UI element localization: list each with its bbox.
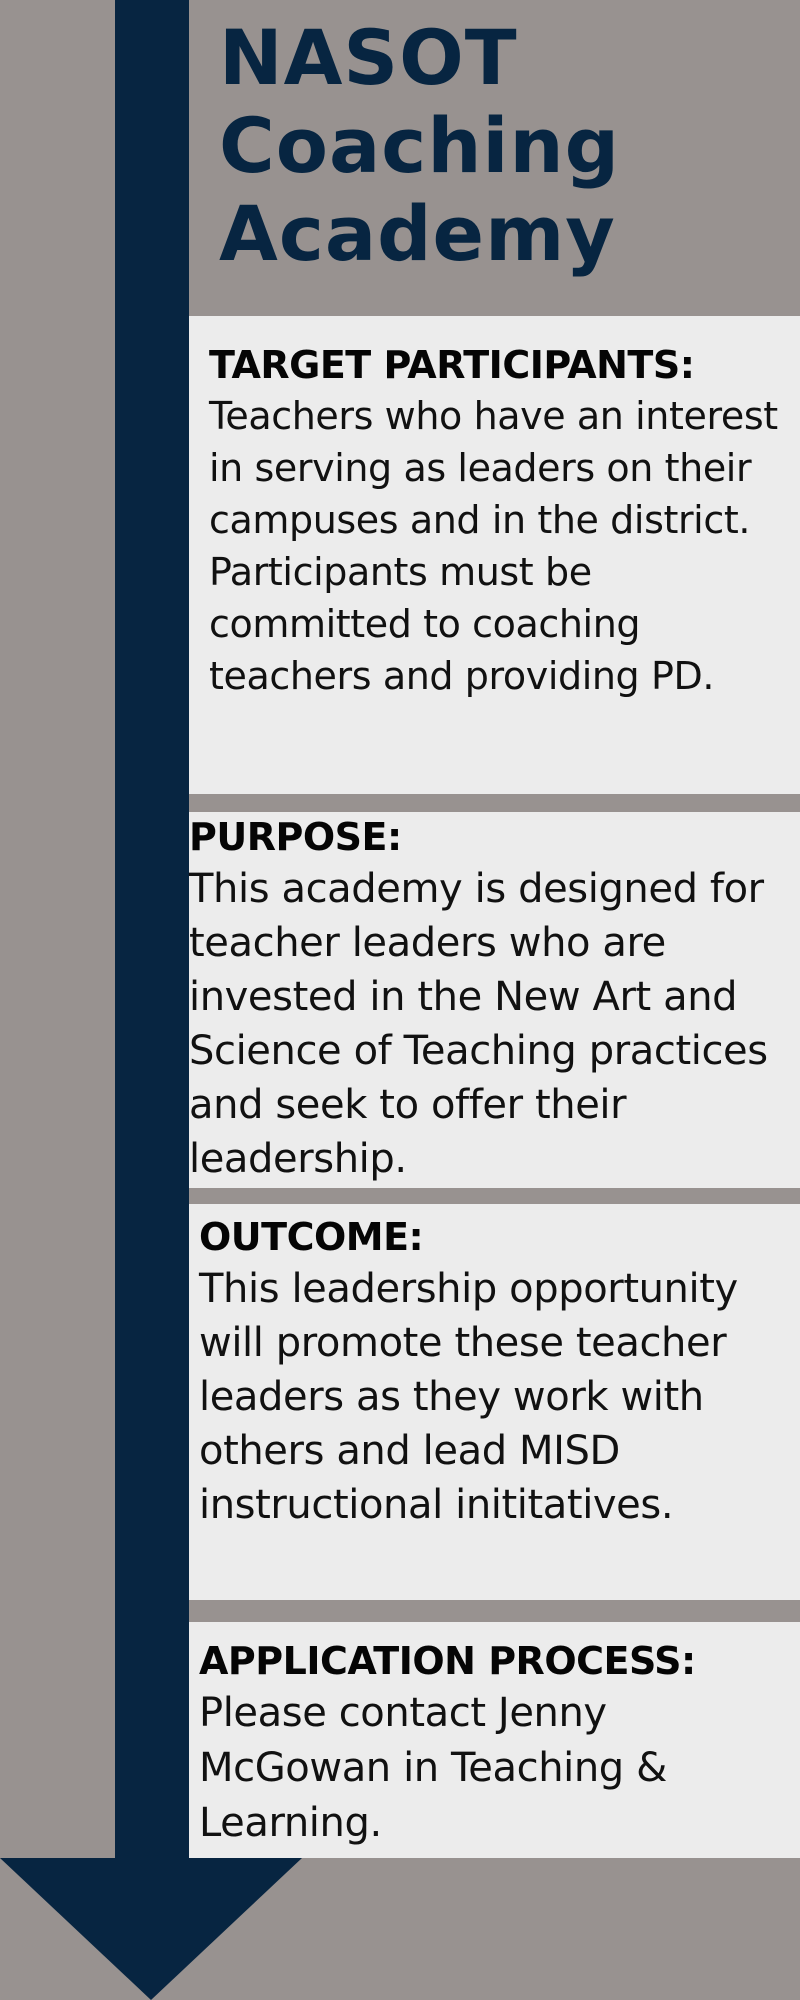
target-participants-text: Teachers who have an interest in serving as leaders on their campuses and in the district. Participants must be committed to coaching teachers and providing PD. [209, 394, 778, 698]
title-line-2: Coaching [219, 101, 620, 190]
outcome-panel [189, 1204, 800, 1600]
down-arrow-shaft [115, 0, 189, 1860]
application-process-text: Please contact Jenny McGowan in Teaching & Learning. [199, 1690, 667, 1846]
page-title [219, 14, 779, 278]
down-arrow-icon [0, 1858, 302, 2000]
target-participants-panel [189, 316, 800, 794]
title-line-3: Academy [219, 189, 616, 278]
purpose-text: This academy is designed for teacher leaders who are invested in the New Art and Science of Teaching practices and seek to offer their leadership. [189, 866, 768, 1182]
purpose-heading: PURPOSE: [189, 815, 402, 859]
application-process-panel [189, 1622, 800, 1858]
outcome-text: This leadership opportunity will promote these teacher leaders as they work with others and lead MISD instructional inititatives. [199, 1266, 738, 1528]
purpose-panel [189, 812, 800, 1188]
outcome-heading: OUTCOME: [199, 1215, 424, 1259]
application-process-heading: APPLICATION PROCESS: [199, 1639, 696, 1683]
target-participants-heading: TARGET PARTICIPANTS: [209, 343, 695, 387]
title-line-1: NASOT [219, 13, 518, 102]
